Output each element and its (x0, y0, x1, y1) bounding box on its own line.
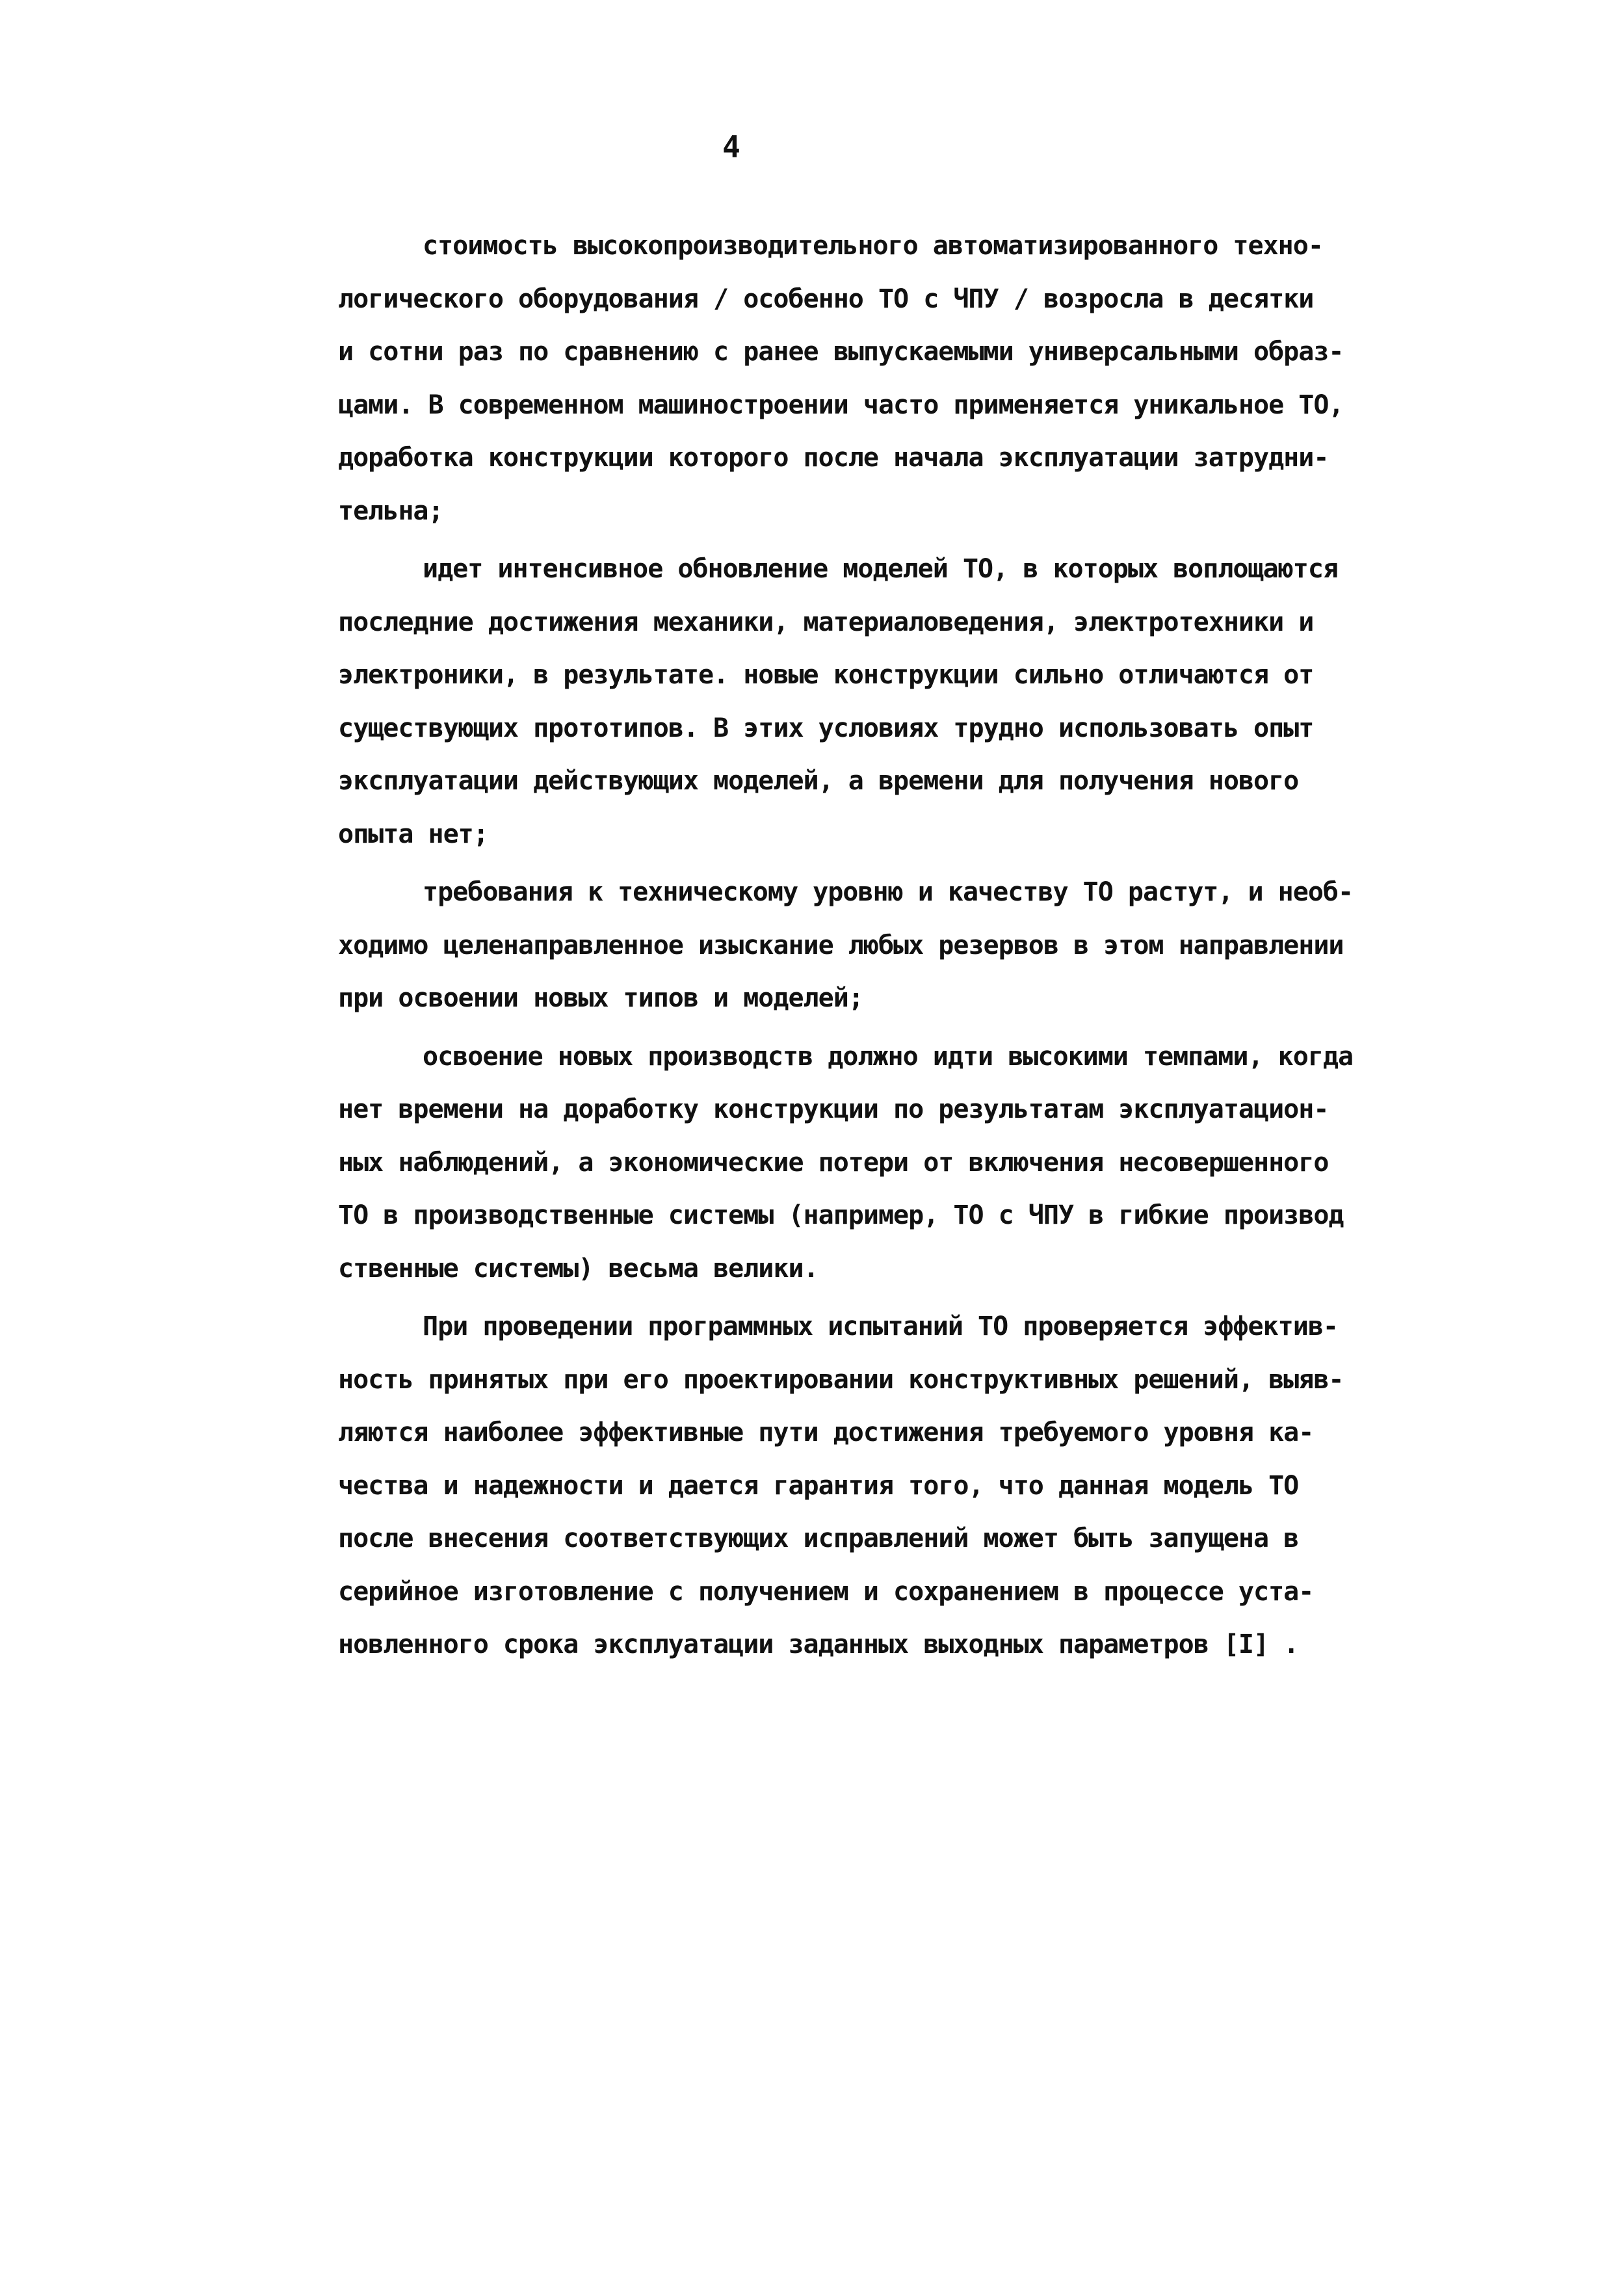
text-line: требования к техническому уровню и качеству ТО растут, и необ- (423, 877, 1354, 907)
text-line: доработка конструкции которого после начала эксплуатации затрудни- (338, 443, 1329, 473)
text-line: стоимость высокопроизводительного автоматизированного техно- (423, 231, 1323, 261)
text-line: при освоении новых типов и моделей; (338, 983, 863, 1013)
text-line: ходимо целенаправленное изыскание любых резервов в этом направлении (338, 930, 1344, 960)
text-line: ных наблюдений, а экономические потери от включения несовершенного (338, 1147, 1329, 1178)
text-line: ственные системы) весьма велики. (338, 1253, 819, 1284)
text-line: последние достижения механики, материаловедения, электротехники и (338, 607, 1314, 637)
text-line: цами. В современном машиностроении часто применяется уникальное ТО, (338, 389, 1344, 420)
text-line: опыта нет; (338, 819, 488, 849)
text-line: и сотни раз по сравнению с ранее выпускаемыми универсальными образ- (338, 337, 1344, 367)
text-line: идет интенсивное обновление моделей ТО, в которых воплощаются (423, 554, 1339, 584)
text-line: ляются наиболее эффективные пути достижения требуемого уровня ка- (338, 1418, 1314, 1447)
text-line: ность принятых при его проектировании конструктивных решений, выяв- (338, 1364, 1344, 1395)
text-line: существующих прототипов. В этих условиях трудно использовать опыт (338, 713, 1314, 743)
text-line: эксплуатации действующих моделей, а времени для получения нового (338, 766, 1299, 796)
text-line: освоение новых производств должно идти высокими темпами, когда (423, 1041, 1354, 1072)
text-line: электроники, в результате. новые конструкции сильно отличаются от (338, 660, 1314, 690)
text-line: При проведении программных испытаний ТО проверяется эффектив- (423, 1312, 1339, 1341)
text-line: ТО в производственные системы (например, ТО с ЧПУ в гибкие производ (338, 1200, 1344, 1230)
page-number: 4 (722, 129, 740, 165)
text-line: новленного срока эксплуатации заданных выходных параметров [I] . (338, 1630, 1299, 1659)
text-line: после внесения соответствующих исправлений может быть запущена в (338, 1524, 1299, 1553)
text-line: серийное изготовление с получением и сохранением в процессе уста- (338, 1576, 1314, 1607)
text-line: тельна; (338, 495, 443, 526)
text-line: чества и надежности и дается гарантия того, что данная модель ТО (338, 1470, 1299, 1501)
text-line: нет времени на доработку конструкции по результатам эксплуатацион- (338, 1094, 1329, 1124)
text-line: логического оборудования / особенно ТО с ЧПУ / возросла в десятки (338, 284, 1314, 314)
body-text (338, 220, 1469, 1672)
